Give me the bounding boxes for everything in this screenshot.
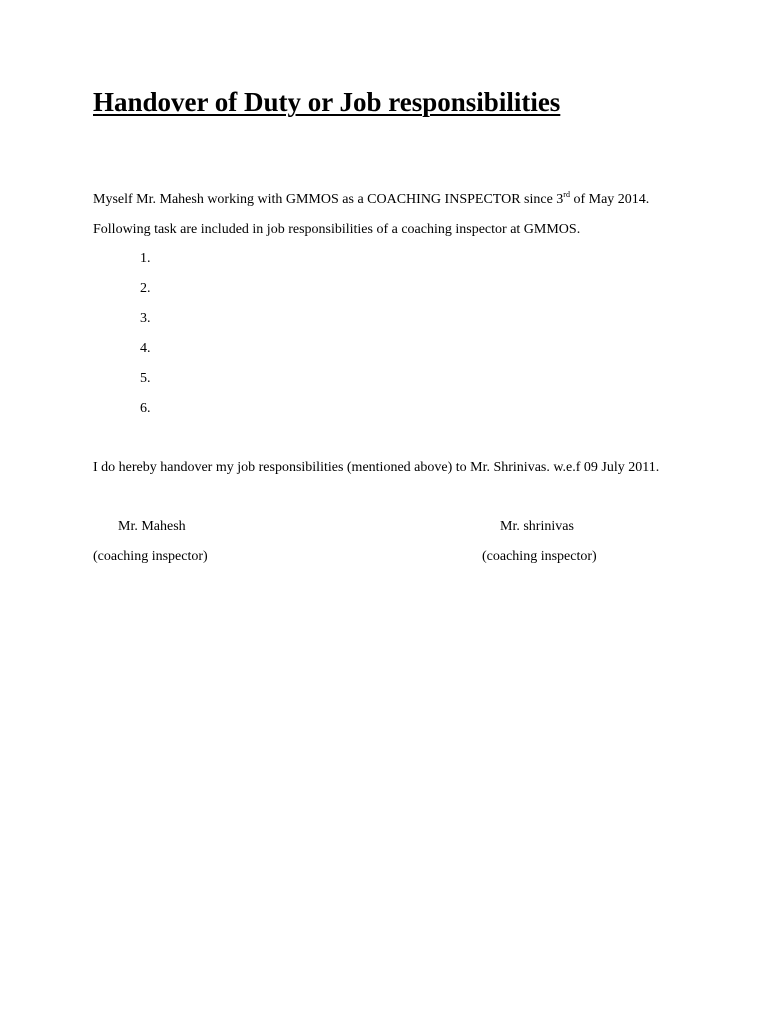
- tasks-intro: Following task are included in job responsibilities of a coaching inspector at GMMOS.: [93, 222, 581, 237]
- list-item: 3.: [140, 311, 151, 326]
- document-title: Handover of Duty or Job responsibilities: [93, 87, 561, 117]
- signatory-left-name: Mr. Mahesh: [118, 519, 186, 534]
- responsibility-list: [140, 250, 151, 430]
- list-item: 6.: [140, 401, 151, 416]
- list-item: 2.: [140, 281, 151, 296]
- signatory-left-title: (coaching inspector): [93, 549, 208, 564]
- ordinal-suffix: rd: [563, 190, 570, 199]
- intro-paragraph: [93, 191, 649, 209]
- list-item: 5.: [140, 371, 151, 386]
- list-item: 4.: [140, 341, 151, 356]
- list-item: 1.: [140, 251, 151, 266]
- intro-text: Myself Mr. Mahesh working with GMMOS as a COACHING INSPECTOR since 3: [93, 192, 564, 207]
- signatory-right-title: (coaching inspector): [482, 549, 597, 564]
- handover-statement: I do hereby handover my job responsibilities (mentioned above) to Mr. Shrinivas. w.e.f 09 July 2011.: [93, 460, 660, 475]
- signatory-right-name: Mr. shrinivas: [500, 519, 574, 534]
- intro-date-text: of May 2014.: [569, 192, 650, 207]
